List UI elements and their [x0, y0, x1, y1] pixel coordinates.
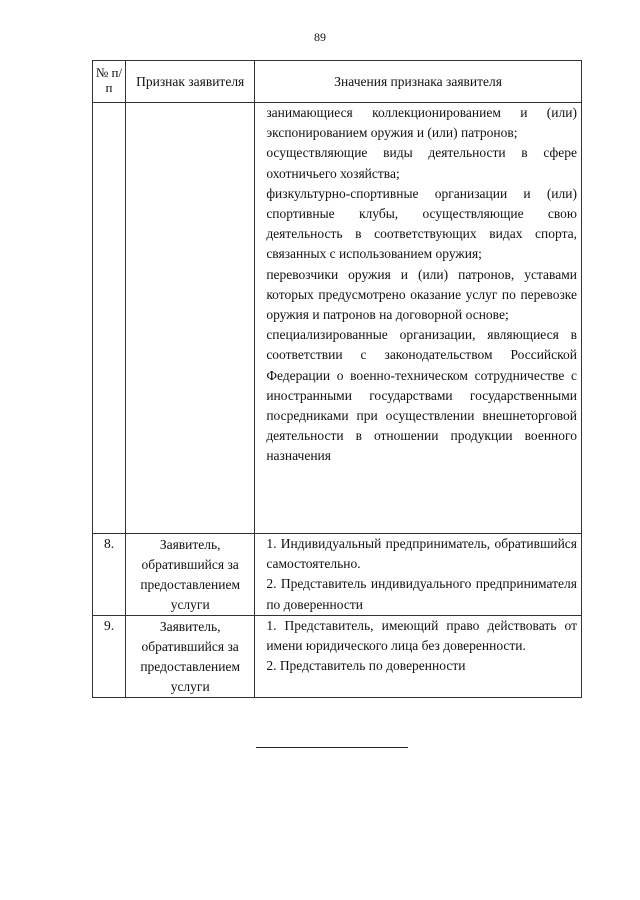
table-row — [93, 616, 582, 698]
header-values: Значения признака заявителя — [255, 61, 582, 103]
row-attribute: Заявитель, обратившийся за предоставлением услуги — [126, 616, 255, 698]
table-header-row — [93, 61, 582, 103]
value-paragraph: 2. Представитель индивидуального предпринимателя по доверенности — [266, 576, 577, 612]
row-attribute: Заявитель, обратившийся за предоставлением услуги — [126, 534, 255, 616]
applicant-attributes-table — [92, 60, 582, 698]
row-values — [255, 616, 582, 698]
value-paragraph: физкультурно-спортивные организации и (или) спортивные клубы, осуществляющие свою деятельность в соответствующих видах спорта, связанных с использованием оружия; — [266, 185, 577, 262]
row-number — [93, 103, 126, 534]
header-attribute: Признак заявителя — [126, 61, 255, 103]
row-values — [255, 103, 582, 534]
table-row — [93, 103, 582, 534]
table-row — [93, 534, 582, 616]
row-number: 8. — [93, 534, 126, 616]
value-paragraph: занимающиеся коллекционированием и (или) экспонированием оружия и (или) патронов; — [266, 105, 577, 141]
value-paragraph: 1. Индивидуальный предприниматель, обратившийся самостоятельно. — [266, 536, 577, 572]
header-number: № п/п — [93, 61, 126, 103]
value-paragraph: 2. Представитель по доверенности — [266, 658, 466, 674]
footer-divider — [256, 747, 408, 748]
row-attribute — [126, 103, 255, 534]
value-paragraph: осуществляющие виды деятельности в сфере охотничьего хозяйства; — [266, 145, 577, 181]
page-number: 89 — [314, 30, 326, 44]
value-paragraph: специализированные организации, являющиеся в соответствии с законодательством Российской Федерации о военно-техническом сотрудничестве с иностранными государствами государственными посредниками при осуществлении внешнеторговой деятельности в отношении продукции военного назначения — [266, 327, 577, 464]
row-number: 9. — [93, 616, 126, 698]
value-paragraph: 1. Представитель, имеющий право действовать от имени юридического лица без доверенности. — [266, 618, 577, 654]
value-paragraph: перевозчики оружия и (или) патронов, уставами которых предусмотрено оказание услуг по перевозке оружия и патронов на договорной основе; — [266, 266, 577, 323]
row-values — [255, 534, 582, 616]
